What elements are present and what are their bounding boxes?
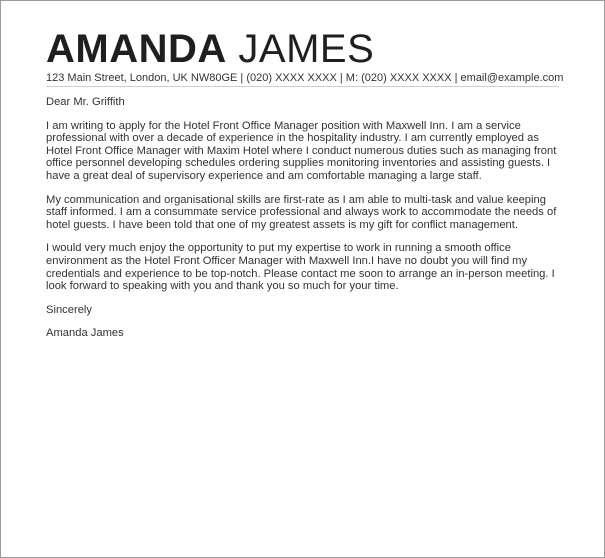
letter-header: [46, 29, 584, 84]
paragraph-3: I would very much enjoy the opportunity to put my expertise to work in running a smooth office environment as the Hotel Front Officer Manager with Maxwell Inn.I have no doubt you will find my credentials and experience to be top-notch. Please contact me soon to arrange an in-person meeting. I look forward to speaking with you and thank you so much for your time.: [46, 242, 555, 293]
closing: Sincerely: [46, 303, 93, 316]
last-name: JAMES: [238, 27, 375, 71]
salutation: Dear Mr. Griffith: [46, 96, 125, 108]
applicant-name: [46, 29, 584, 69]
paragraph-2: My communication and organisational skills are first-rate as I am able to multi-task and value keeping staff informed. I am a consummate service professional and always work to accommodate the needs of hotel guests. I have been told that one of my greatest assets is my gift for conflict management.: [46, 193, 557, 231]
paragraph-1: I am writing to apply for the Hotel Front Office Manager position with Maxwell Inn. I am a service professional with over a decade of experience in the hospitality industry. I am currently employed as Hotel Front Office Manager with Maxim Hotel where I conduct numerous duties such as managing front office personnel developing schedules ordering supplies monitoring inventories and assisting guests. I have a great deal of supervisory experience and am comfortable managing a large staff.: [46, 119, 557, 182]
header-divider: [46, 86, 559, 87]
first-name: AMANDA: [46, 27, 227, 71]
signature-name: Amanda James: [46, 327, 124, 340]
letter-body: [46, 96, 566, 351]
contact-line: 123 Main Street, London, UK NW80GE | (020) XXXX XXXX | M: (020) XXXX XXXX | email@example.com: [46, 72, 564, 84]
